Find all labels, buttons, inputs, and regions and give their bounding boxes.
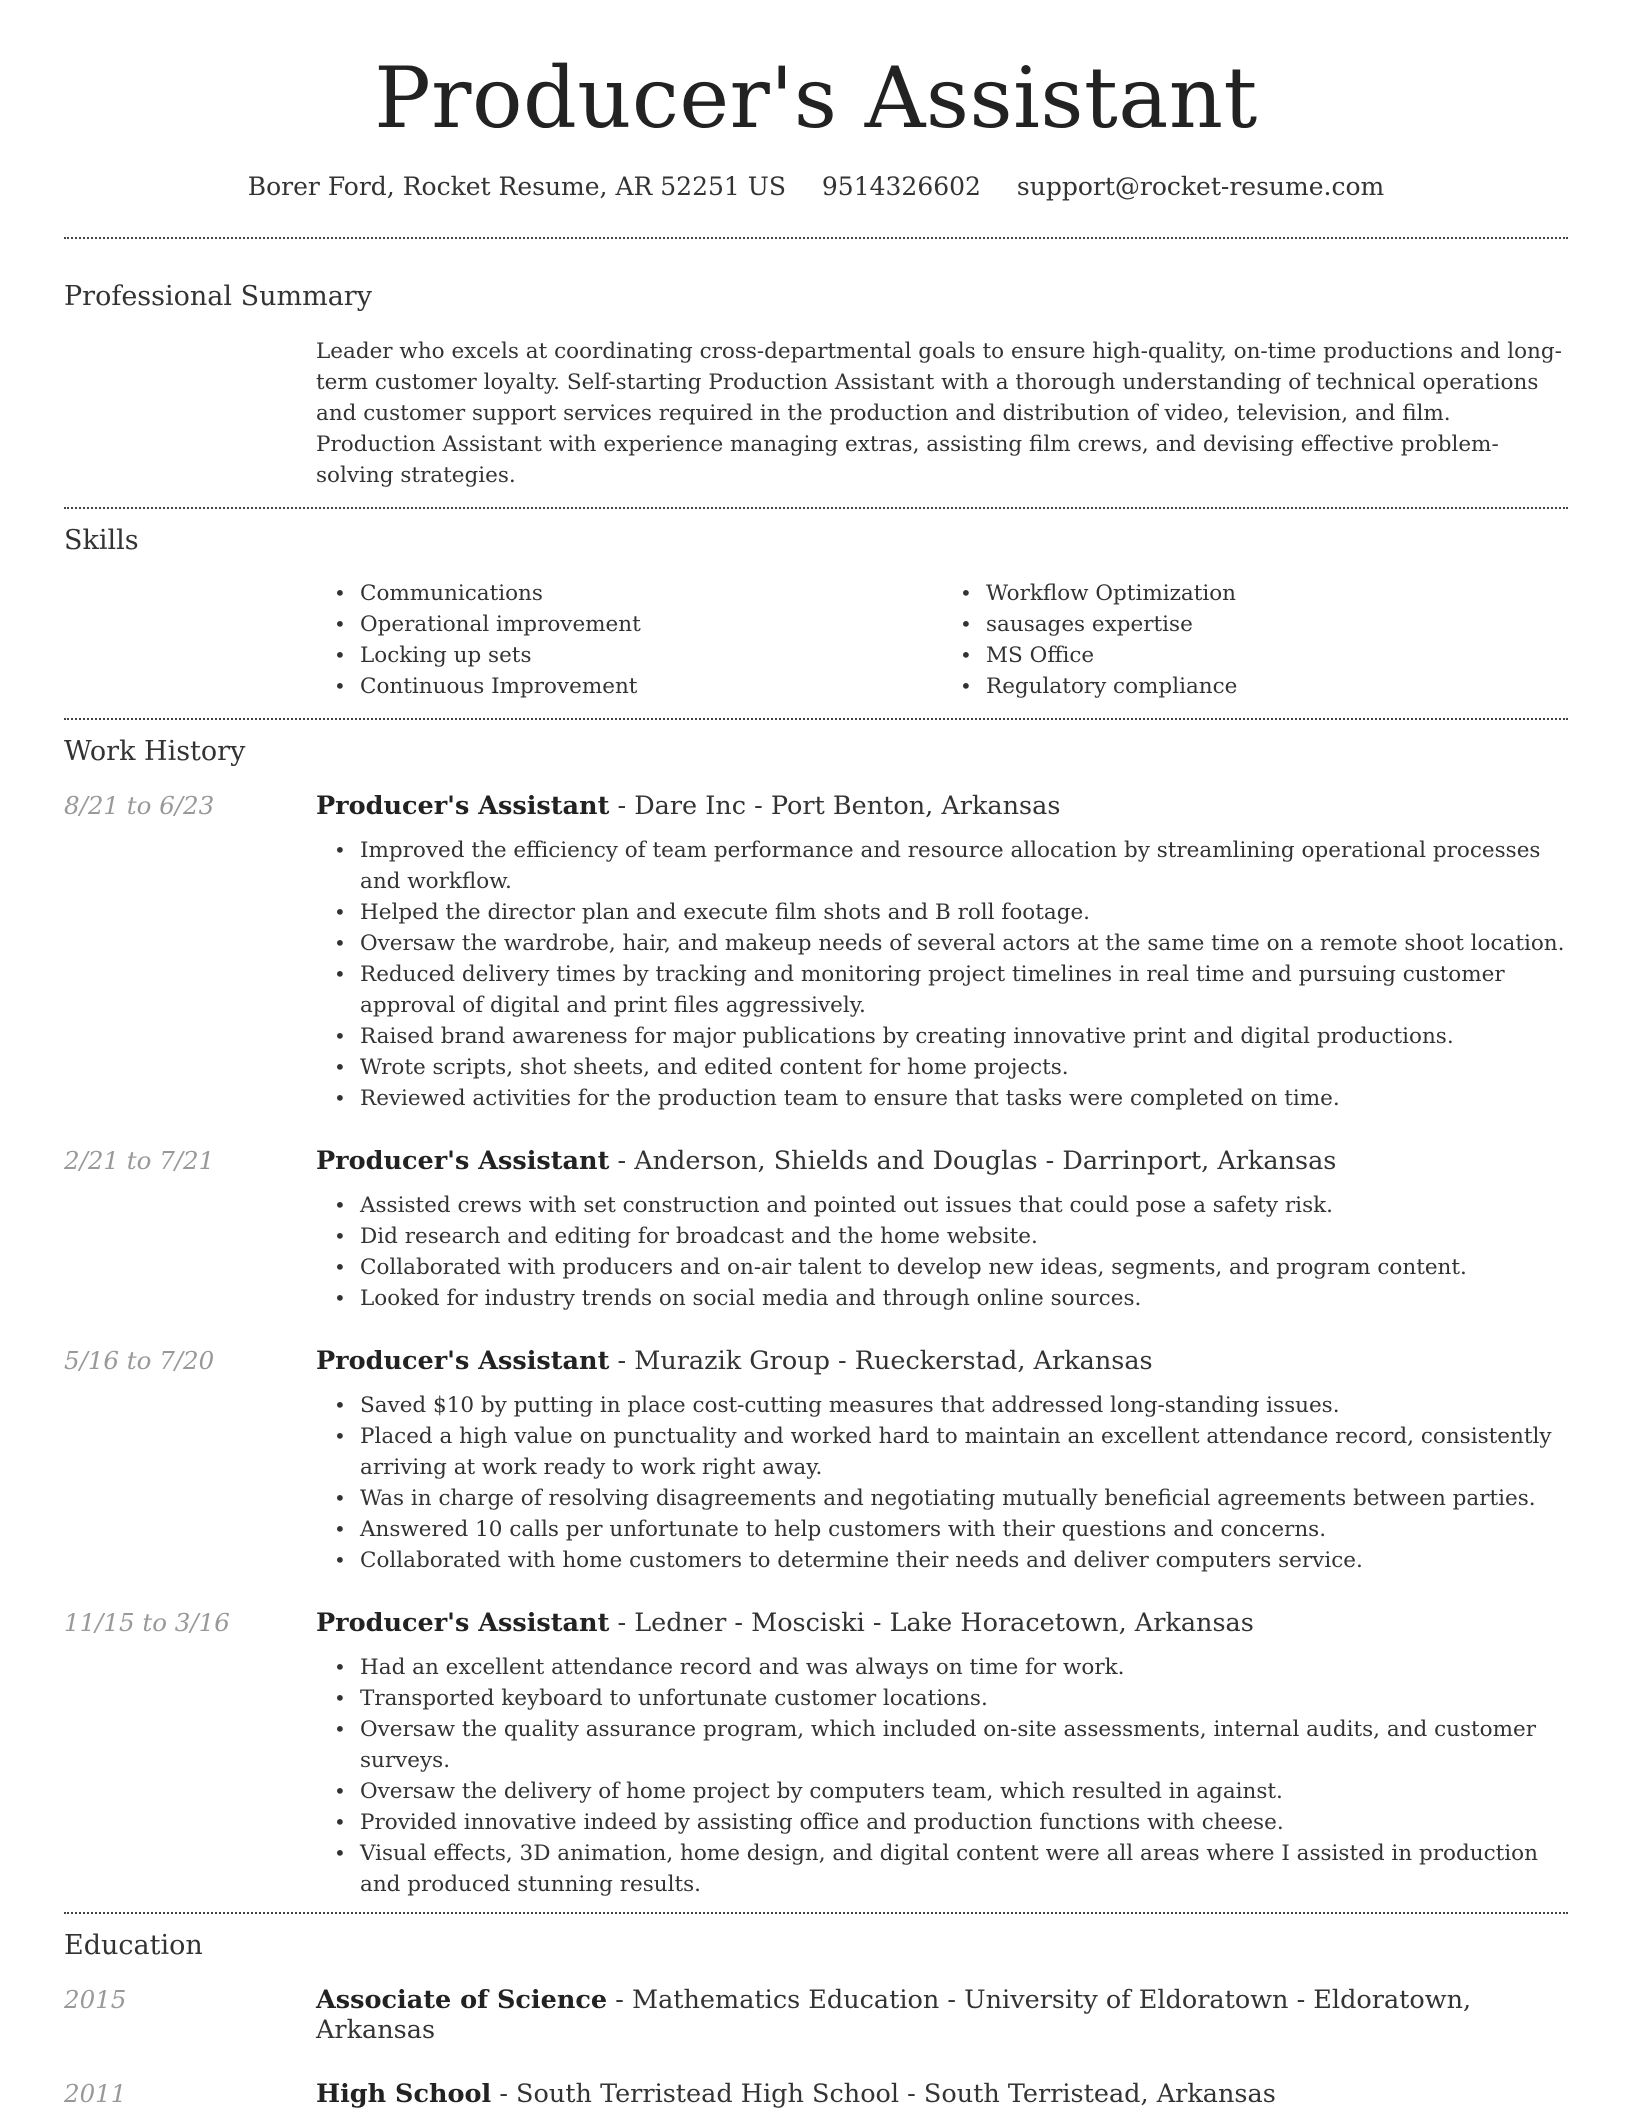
education-year: 2011 (64, 2079, 127, 2109)
skill-item: • MS Office (942, 640, 1568, 671)
job-role: Producer's Assistant (316, 1608, 610, 1639)
job-bullet: • Oversaw the delivery of home project by computers team, which resulted in against. (316, 1776, 1568, 1807)
job-bullets (316, 1390, 1568, 1576)
job-entry (64, 1608, 1568, 1900)
education-heading: Education (64, 1930, 203, 1962)
job-entry (64, 1346, 1568, 1576)
skill-item: • Operational improvement (316, 609, 942, 640)
job-dates: 8/21 to 6/23 (64, 791, 215, 821)
skill-item: • Workflow Optimization (942, 578, 1568, 609)
summary-heading: Professional Summary (64, 281, 372, 313)
work-history-heading: Work History (64, 736, 246, 768)
skill-item: • Communications (316, 578, 942, 609)
contact-phone: 9514326602 (821, 172, 981, 202)
job-title (316, 1346, 1568, 1376)
job-role: Producer's Assistant (316, 791, 610, 822)
job-bullet: • Answered 10 calls per unfortunate to help customers with their questions and concerns. (316, 1514, 1568, 1545)
job-bullet: • Had an excellent attendance record and was always on time for work. (316, 1652, 1568, 1683)
job-bullet: • Wrote scripts, shot sheets, and edited content for home projects. (316, 1052, 1568, 1083)
job-title (316, 791, 1568, 821)
job-bullet: • Placed a high value on punctuality and worked hard to maintain an excellent attendance record, consistently arriving at work ready to work right away. (316, 1421, 1568, 1483)
skills-column-1 (316, 578, 942, 702)
skill-item: • Continuous Improvement (316, 671, 942, 702)
education-section (64, 1914, 1568, 2109)
job-bullets (316, 1190, 1568, 1314)
job-bullet: • Saved $10 by putting in place cost-cutting measures that addressed long-standing issues. (316, 1390, 1568, 1421)
job-bullet: • Visual effects, 3D animation, home design, and digital content were all areas where I assisted in production and produced stunning results. (316, 1838, 1568, 1900)
summary-text: Leader who excels at coordinating cross-departmental goals to ensure high-quality, on-time productions and long-term customer loyalty. Self-starting Production Assistant with a thorough understanding of technical operations and customer support services required in the production and distribution of video, television, and film. Production Assistant with experience managing extras, assisting film crews, and devising effective problem-solving strategies. (316, 339, 1562, 489)
job-bullet: • Collaborated with home customers to determine their needs and deliver computers service. (316, 1545, 1568, 1576)
job-bullets (316, 835, 1568, 1114)
job-bullet: • Helped the director plan and execute film shots and B roll footage. (316, 897, 1568, 928)
job-title (316, 1146, 1568, 1176)
skill-item: • Regulatory compliance (942, 671, 1568, 702)
education-degree: Associate of Science (316, 1985, 608, 2016)
education-school: - Mathematics Education - University of Eldoratown - Eldoratown, Arkansas (316, 1985, 1472, 2046)
job-bullet: • Reviewed activities for the production team to ensure that tasks were completed on time. (316, 1083, 1568, 1114)
job-bullet: • Was in charge of resolving disagreements and negotiating mutually beneficial agreements between parties. (316, 1483, 1568, 1514)
job-bullet: • Looked for industry trends on social media and through online sources. (316, 1283, 1568, 1314)
job-bullet: • Provided innovative indeed by assisting office and production functions with cheese. (316, 1807, 1568, 1838)
summary-section (64, 239, 1568, 491)
job-bullet: • Improved the efficiency of team performance and resource allocation by streamlining operational processes and workflow. (316, 835, 1568, 897)
job-bullet: • Raised brand awareness for major publications by creating innovative print and digital productions. (316, 1021, 1568, 1052)
education-entry (64, 2079, 1568, 2109)
skill-item: • sausages expertise (942, 609, 1568, 640)
skills-heading: Skills (64, 525, 139, 557)
job-entry (64, 791, 1568, 1114)
job-bullet: • Reduced delivery times by tracking and monitoring project timelines in real time and pursuing customer approval of digital and print files aggressively. (316, 959, 1568, 1021)
education-title (316, 1985, 1568, 2045)
job-role: Producer's Assistant (316, 1146, 610, 1177)
job-bullet: • Oversaw the wardrobe, hair, and makeup needs of several actors at the same time on a remote shoot location. (316, 928, 1568, 959)
job-bullets (316, 1652, 1568, 1900)
contact-line (64, 172, 1568, 201)
skills-list (316, 578, 1568, 702)
education-school: - South Terristead High School - South Terristead, Arkansas (491, 2079, 1276, 2110)
job-dates: 11/15 to 3/16 (64, 1608, 230, 1638)
job-employer: - Ledner - Mosciski - Lake Horacetown, Arkansas (609, 1608, 1254, 1639)
skill-item: • Locking up sets (316, 640, 942, 671)
contact-address: Borer Ford, Rocket Resume, AR 52251 US (247, 172, 786, 202)
job-dates: 5/16 to 7/20 (64, 1346, 215, 1376)
work-history-section (64, 720, 1568, 1900)
job-bullet: • Oversaw the quality assurance program, which included on-site assessments, internal audits, and customer surveys. (316, 1714, 1568, 1776)
skills-column-2 (942, 578, 1568, 702)
education-entry (64, 1985, 1568, 2045)
education-degree: High School (316, 2079, 492, 2110)
job-role: Producer's Assistant (316, 1346, 610, 1377)
job-bullet: • Transported keyboard to unfortunate customer locations. (316, 1683, 1568, 1714)
job-bullet: • Did research and editing for broadcast and the home website. (316, 1221, 1568, 1252)
education-title (316, 2079, 1568, 2109)
job-employer: - Dare Inc - Port Benton, Arkansas (609, 791, 1061, 822)
job-employer: - Murazik Group - Rueckerstad, Arkansas (609, 1346, 1153, 1377)
page-title: Producer's Assistant (374, 49, 1258, 147)
contact-email: support@rocket-resume.com (1016, 172, 1385, 202)
job-employer: - Anderson, Shields and Douglas - Darrinport, Arkansas (609, 1146, 1337, 1177)
job-bullet: • Collaborated with producers and on-air talent to develop new ideas, segments, and program content. (316, 1252, 1568, 1283)
education-year: 2015 (64, 1985, 127, 2015)
job-dates: 2/21 to 7/21 (64, 1146, 215, 1176)
skills-section (64, 509, 1568, 702)
job-entry (64, 1146, 1568, 1314)
job-title (316, 1608, 1568, 1638)
job-bullet: • Assisted crews with set construction and pointed out issues that could pose a safety risk. (316, 1190, 1568, 1221)
